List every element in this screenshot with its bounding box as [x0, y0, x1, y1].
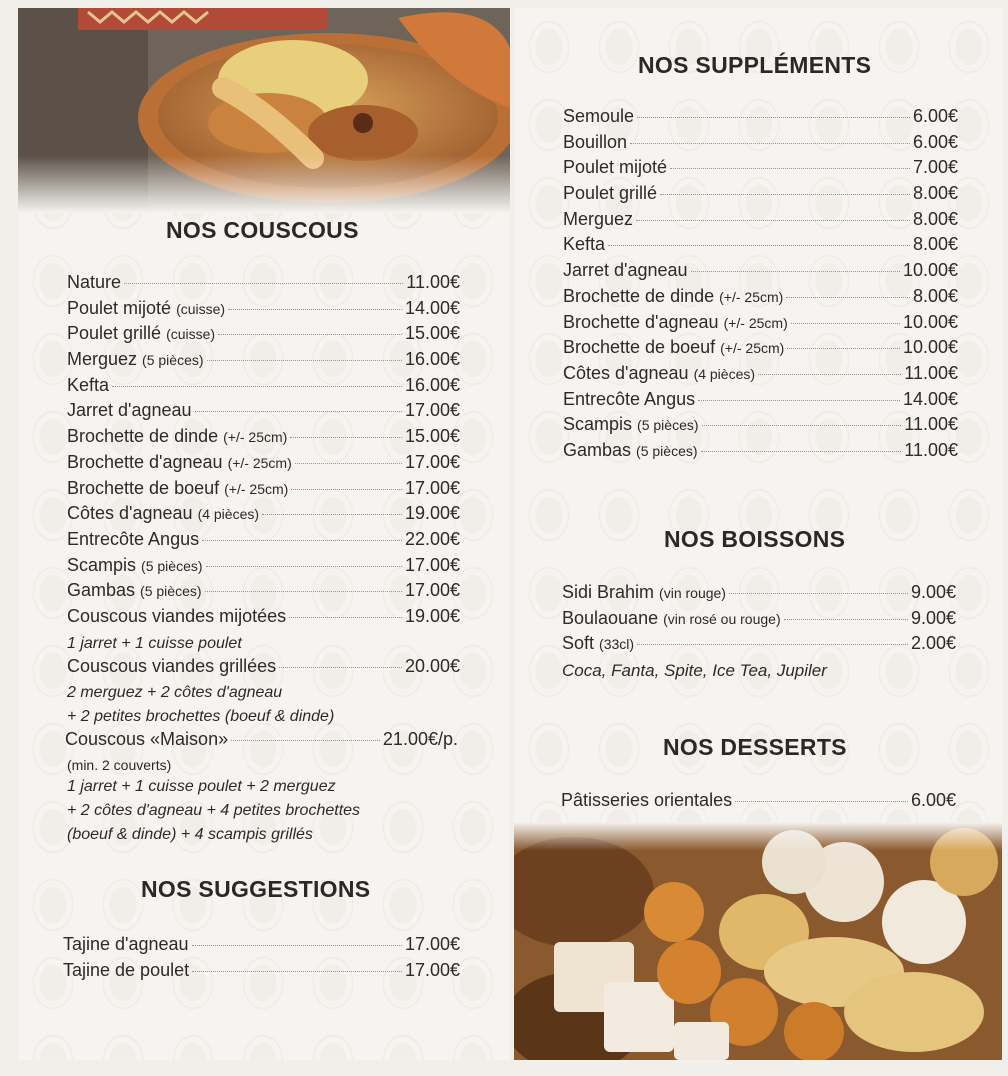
suggestion-item-tajine-agneau: Tajine d'agneau 17.00€ — [63, 934, 460, 954]
supplement-item-jarret: Jarret d'agneau 10.00€ — [563, 260, 958, 281]
couscous-grillees-desc-1: 2 merguez + 2 côtes d'agneau — [67, 684, 283, 702]
couscous-item-poulet-mijote: Poulet mijoté (cuisse) 14.00€ — [67, 297, 460, 318]
menu-left-panel — [18, 8, 510, 1060]
supplement-item-cotes-agneau: Côtes d'agneau (4 pièces) 11.00€ — [563, 362, 958, 383]
boissons-softs-list: Coca, Fanta, Spite, Ice Tea, Jupiler — [562, 661, 827, 681]
supplement-item-merguez: Merguez 8.00€ — [563, 208, 958, 229]
couscous-maison-desc-3: (boeuf & dinde) + 4 scampis grillés — [67, 826, 313, 843]
couscous-item-nature: Nature 11.00€ — [67, 272, 460, 292]
couscous-item-brochette-agneau: Brochette d'agneau (+/- 25cm) 17.00€ — [67, 451, 460, 472]
couscous-item-kefta: Kefta 16.00€ — [67, 374, 460, 395]
boisson-item-boulaouane: Boulaouane (vin rosé ou rouge) 9.00€ — [562, 607, 956, 628]
couscous-item-scampis: Scampis (5 pièces) 17.00€ — [67, 554, 460, 575]
couscous-grillees-desc-2: + 2 petites brochettes (boeuf & dinde) — [67, 708, 335, 726]
supplement-item-entrecote: Entrecôte Angus 14.00€ — [563, 388, 958, 409]
couscous-item-cotes-agneau: Côtes d'agneau (4 pièces) 19.00€ — [67, 503, 460, 524]
couscous-item-poulet-grille: Poulet grillé (cuisse) 15.00€ — [67, 323, 460, 344]
supplement-item-brochette-boeuf: Brochette de boeuf (+/- 25cm) 10.00€ — [563, 337, 958, 358]
couscous-maison-desc-2: + 2 côtes d'agneau + 4 petites brochettes — [67, 802, 361, 819]
couscous-item-maison: Couscous «Maison» 21.00€/p. — [65, 729, 458, 750]
boissons-title: NOS BOISSONS — [664, 526, 846, 552]
couscous-item-entrecote: Entrecôte Angus 22.00€ — [67, 528, 460, 549]
couscous-item-mijotees: Couscous viandes mijotées 19.00€ — [67, 605, 460, 626]
desserts-title: NOS DESSERTS — [663, 734, 847, 760]
couscous-item-brochette-boeuf: Brochette de boeuf (+/- 25cm) 17.00€ — [67, 477, 460, 498]
suggestions-title: NOS SUGGESTIONS — [141, 876, 371, 902]
couscous-list — [67, 272, 460, 847]
supplement-item-poulet-grille: Poulet grillé 8.00€ — [563, 183, 958, 204]
supplement-item-bouillon: Bouillon 6.00€ — [563, 131, 958, 152]
couscous-item-jarret: Jarret d'agneau 17.00€ — [67, 400, 460, 421]
desserts-list — [561, 790, 956, 816]
menu-right-panel — [514, 8, 1002, 1060]
supplement-item-gambas: Gambas (5 pièces) 11.00€ — [563, 439, 958, 460]
suggestions-list — [63, 934, 460, 985]
couscous-maison-desc-1: 1 jarret + 1 cuisse poulet + 2 merguez — [67, 778, 336, 795]
couscous-item-merguez: Merguez (5 pièces) 16.00€ — [67, 349, 460, 370]
couscous-maison-min: (min. 2 couverts) — [67, 757, 172, 773]
supplement-item-scampis: Scampis (5 pièces) 11.00€ — [563, 414, 958, 435]
boisson-item-soft: Soft (33cl) 2.00€ — [562, 633, 956, 654]
couscous-tajine-photo — [18, 8, 510, 213]
couscous-title: NOS COUSCOUS — [166, 217, 359, 243]
couscous-item-gambas: Gambas (5 pièces) 17.00€ — [67, 580, 460, 601]
supplement-item-kefta: Kefta 8.00€ — [563, 234, 958, 255]
supplements-title: NOS SUPPLÉMENTS — [638, 52, 872, 78]
supplement-item-poulet-mijote: Poulet mijoté 7.00€ — [563, 157, 958, 178]
couscous-item-grillees: Couscous viandes grillées 20.00€ — [67, 655, 460, 676]
boisson-item-sidi-brahim: Sidi Brahim (vin rouge) 9.00€ — [562, 582, 956, 602]
supplement-item-brochette-dinde: Brochette de dinde (+/- 25cm) 8.00€ — [563, 285, 958, 306]
suggestion-item-tajine-poulet: Tajine de poulet 17.00€ — [63, 959, 460, 980]
couscous-item-brochette-dinde: Brochette de dinde (+/- 25cm) 15.00€ — [67, 426, 460, 447]
dessert-item-patisseries: Pâtisseries orientales 6.00€ — [561, 790, 956, 810]
supplements-list — [563, 106, 958, 466]
supplement-item-brochette-agneau: Brochette d'agneau (+/- 25cm) 10.00€ — [563, 311, 958, 332]
boissons-list — [562, 582, 956, 683]
pastries-photo — [514, 822, 1002, 1060]
couscous-mijotees-desc: 1 jarret + 1 cuisse poulet — [67, 634, 242, 652]
supplement-item-semoule: Semoule 6.00€ — [563, 106, 958, 126]
